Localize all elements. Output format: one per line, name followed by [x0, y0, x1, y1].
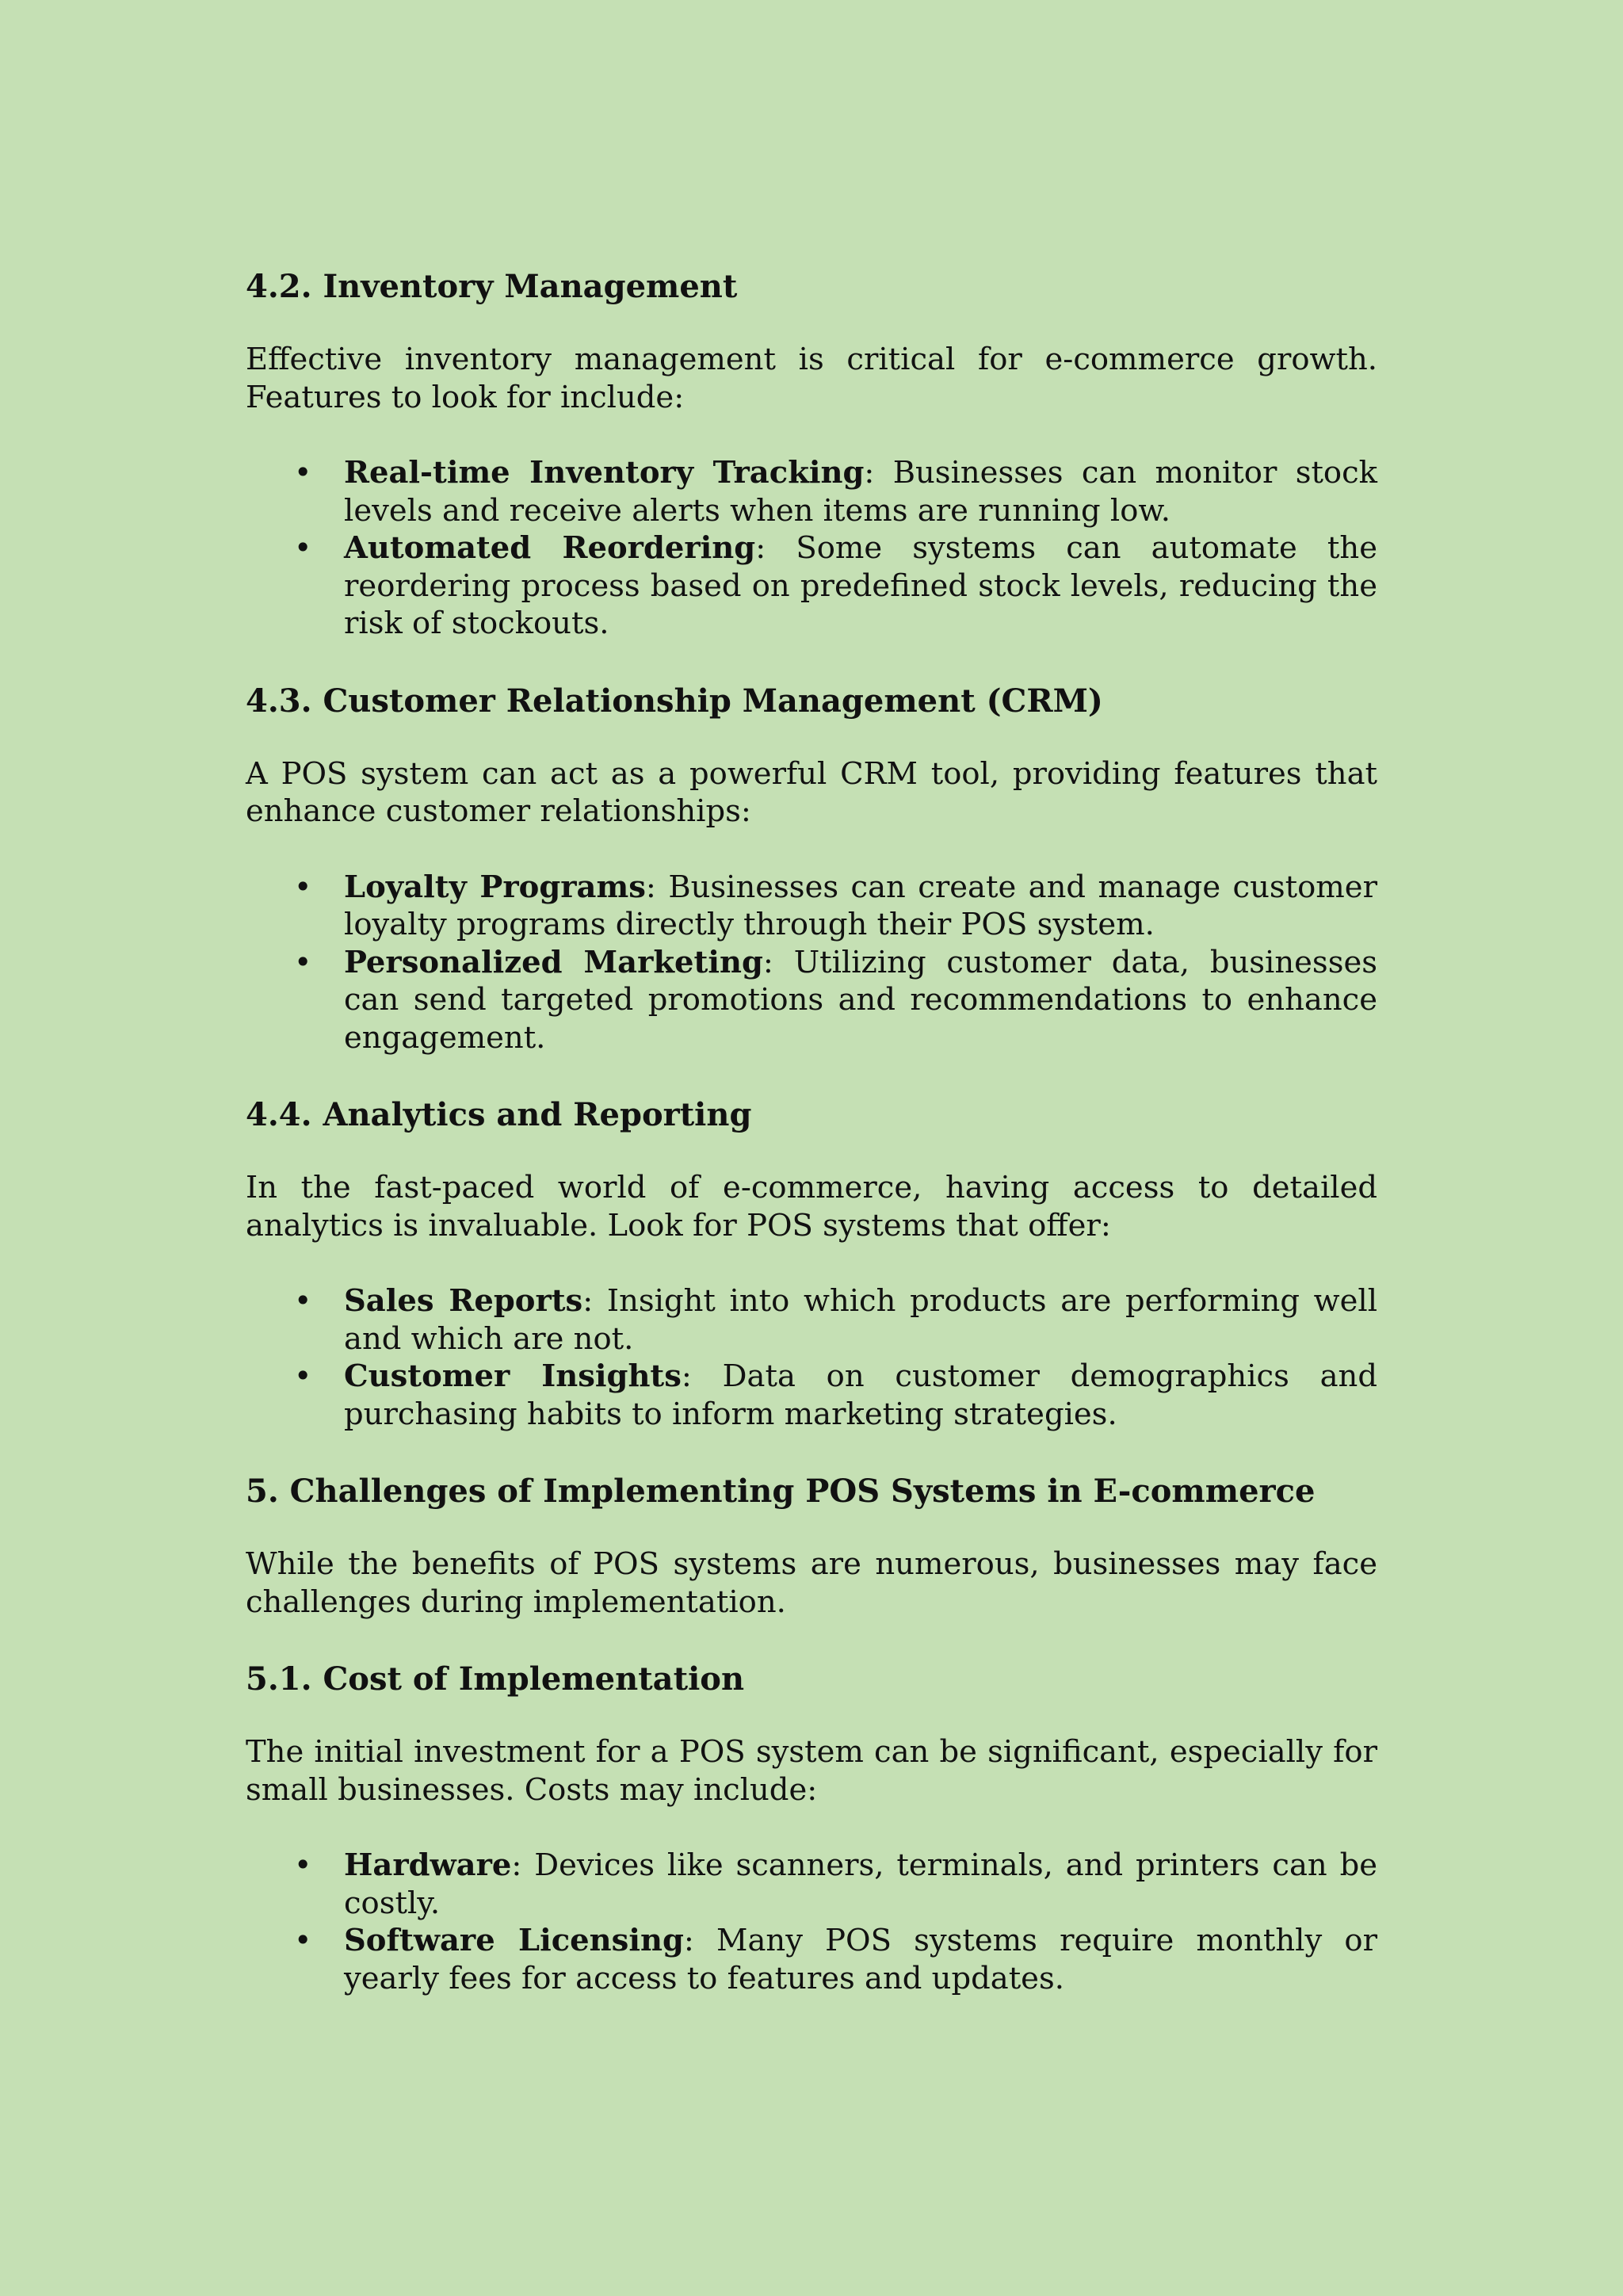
section-intro: While the benefits of POS systems are numerous, businesses may face challenges during implementation.	[246, 1546, 1377, 1620]
item-term: Sales Reports	[344, 1283, 583, 1319]
section-intro: The initial investment for a POS system can be significant, especially for small businesses. Costs may include:	[246, 1734, 1377, 1808]
bullet-list	[246, 869, 1377, 1057]
bullet-icon: •	[294, 869, 312, 904]
item-term: Real-time Inventory Tracking	[344, 455, 865, 491]
list-item	[246, 1282, 1377, 1358]
item-description: : Data on customer demographics and purchasing habits to inform marketing strategies.	[344, 1358, 1377, 1432]
item-description: : Some systems can automate the reordering process based on predefined stock levels, reducing the risk of stockouts.	[344, 530, 1377, 641]
item-term: Automated Reordering	[344, 530, 756, 566]
section-heading: 5.1. Cost of Implementation	[246, 1660, 745, 1698]
list-item	[246, 1847, 1377, 1922]
item-description: : Insight into which products are performing well and which are not.	[344, 1283, 1378, 1357]
item-description: : Businesses can create and manage customer loyalty programs directly through their POS system.	[344, 869, 1377, 942]
item-term: Customer Insights	[344, 1358, 682, 1394]
bullet-icon: •	[294, 1847, 312, 1882]
item-term: Software Licensing	[344, 1923, 684, 1958]
item-term: Loyalty Programs	[344, 869, 646, 905]
section-cost-of-implementation	[246, 1659, 1377, 1997]
section-intro: In the fast-paced world of e-commerce, having access to detailed analytics is invaluable. Look for POS systems that offer:	[246, 1170, 1377, 1244]
item-description: : Utilizing customer data, businesses can send targeted promotions and recommendations to enhance engagement.	[344, 944, 1377, 1056]
section-heading: 4.4. Analytics and Reporting	[246, 1096, 752, 1133]
bullet-list	[246, 454, 1377, 643]
section-crm	[246, 681, 1377, 1057]
item-term: Personalized Marketing	[344, 944, 763, 980]
list-item	[246, 454, 1377, 529]
bullet-icon: •	[294, 1358, 312, 1393]
bullet-icon: •	[294, 1923, 312, 1958]
section-analytics-reporting	[246, 1095, 1377, 1433]
section-heading: 5. Challenges of Implementing POS Systems in E-commerce	[246, 1473, 1316, 1510]
section-heading: 4.3. Customer Relationship Management (CRM)	[246, 682, 1103, 720]
section-challenges	[246, 1471, 1377, 1621]
item-description: : Devices like scanners, terminals, and printers can be costly.	[344, 1847, 1377, 1921]
section-inventory-management	[246, 266, 1377, 643]
bullet-icon: •	[294, 455, 312, 490]
section-intro: Effective inventory management is critical for e-commerce growth. Features to look for include:	[246, 342, 1377, 415]
list-item	[246, 1358, 1377, 1433]
bullet-list	[246, 1847, 1377, 1997]
bullet-icon: •	[294, 530, 312, 565]
list-item	[246, 944, 1377, 1057]
bullet-icon: •	[294, 1283, 312, 1318]
bullet-list	[246, 1282, 1377, 1433]
item-term: Hardware	[344, 1847, 512, 1883]
list-item	[246, 1922, 1377, 1997]
item-description: : Many POS systems require monthly or yearly fees for access to features and updates.	[344, 1923, 1377, 1996]
list-item	[246, 869, 1377, 944]
list-item	[246, 529, 1377, 643]
bullet-icon: •	[294, 944, 312, 980]
section-heading: 4.2. Inventory Management	[246, 268, 738, 305]
item-description: : Businesses can monitor stock levels and receive alerts when items are running low.	[344, 455, 1377, 529]
section-intro: A POS system can act as a powerful CRM tool, providing features that enhance customer relationships:	[246, 755, 1377, 829]
